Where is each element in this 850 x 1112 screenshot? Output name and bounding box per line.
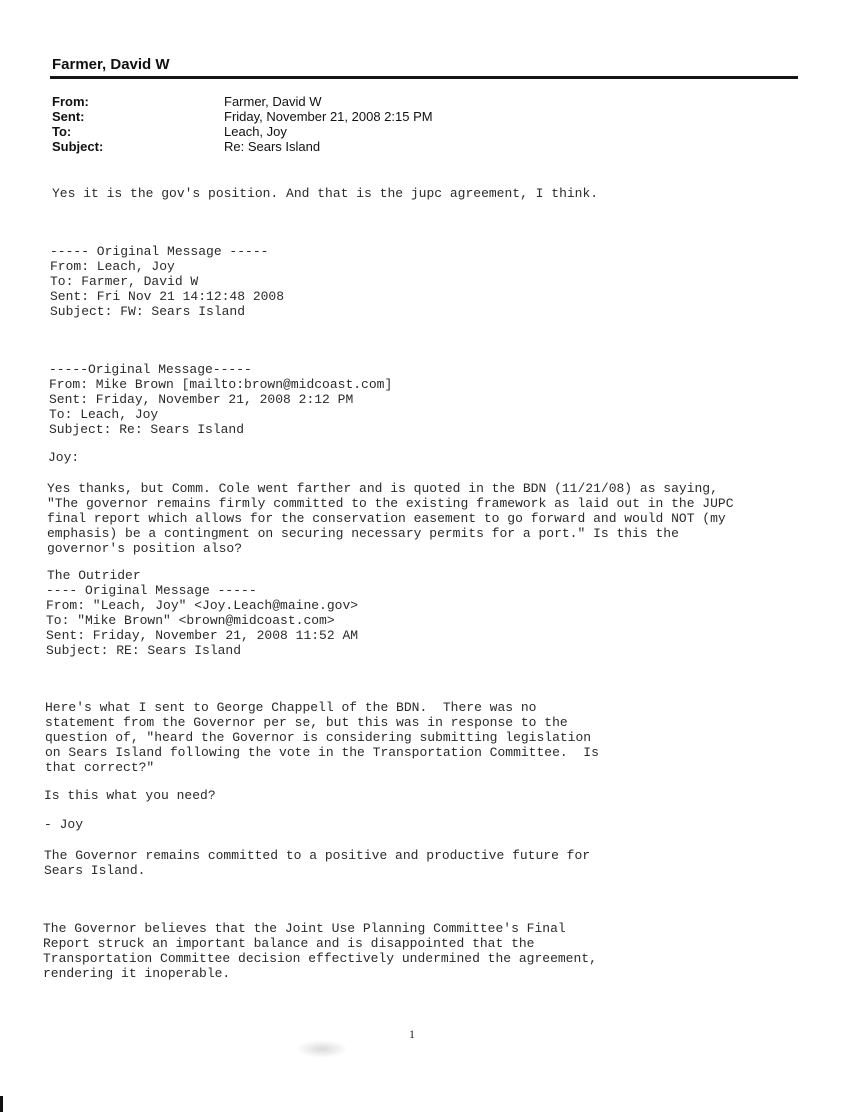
scan-smudge	[296, 1040, 348, 1058]
forwarded-message-block: -----Original Message----- From: Mike Brown [mailto:brown@midcoast.com] Sent: Friday, November 21, 2008 2:12 PM To: Leach, Joy Subject: Re: Sears Island	[49, 362, 393, 437]
statement-paragraph-1: The Governor remains committed to a positive and productive future for Sears Island.	[44, 848, 591, 878]
sent-label: Sent:	[52, 109, 85, 124]
scan-edge-mark	[0, 1096, 3, 1112]
mike-brown-body: Yes thanks, but Comm. Cole went farther and is quoted in the BDN (11/21/08) as saying, "The governor remains firmly committed to the existing framework as laid out in the JUPC final report which allows for the conservation easement to go forward and would NOT (my emphasis) be a contingment on securing necessary permits for a port." Is this the governor's position also?	[47, 481, 734, 556]
signature: The Outrider	[47, 568, 141, 583]
sent-value: Friday, November 21, 2008 2:15 PM	[224, 109, 433, 124]
joy-body: Here's what I sent to George Chappell of the BDN. There was no statement from the Governor per se, but this was in response to the question of, "heard the Governor is considering submitting legislation on Sears Island following the vote in the Transportation Committee. Is that correct?"	[45, 700, 599, 775]
question-line: Is this what you need?	[44, 788, 216, 803]
quoted-message-block: ---- Original Message ----- From: "Leach, Joy" <Joy.Leach@maine.gov> To: "Mike Brown" <brown@midcoast.com> Sent: Friday, November 21, 2008 11:52 AM Subject: RE: Sears Island	[46, 583, 359, 658]
document-title: Farmer, David W	[52, 56, 170, 73]
reply-body: Yes it is the gov's position. And that is the jupc agreement, I think.	[52, 186, 599, 201]
subject-label: Subject:	[52, 139, 104, 154]
title-divider	[50, 76, 798, 79]
joy-signature: - Joy	[44, 817, 84, 832]
page-number: 1	[409, 1027, 415, 1041]
from-label: From:	[52, 94, 89, 109]
to-label: To:	[52, 124, 72, 139]
subject-value: Re: Sears Island	[224, 139, 321, 154]
statement-paragraph-2: The Governor believes that the Joint Use Planning Committee's Final Report struck an important balance and is disappointed that the Transportation Committee decision effectively undermined the agreement, rendering it inoperable.	[43, 921, 597, 981]
from-value: Farmer, David W	[224, 94, 322, 109]
original-message-block: ----- Original Message ----- From: Leach, Joy To: Farmer, David W Sent: Fri Nov 21 14:12:48 2008 Subject: FW: Sears Island	[50, 244, 285, 319]
greeting: Joy:	[48, 450, 80, 465]
to-value: Leach, Joy	[224, 124, 287, 139]
